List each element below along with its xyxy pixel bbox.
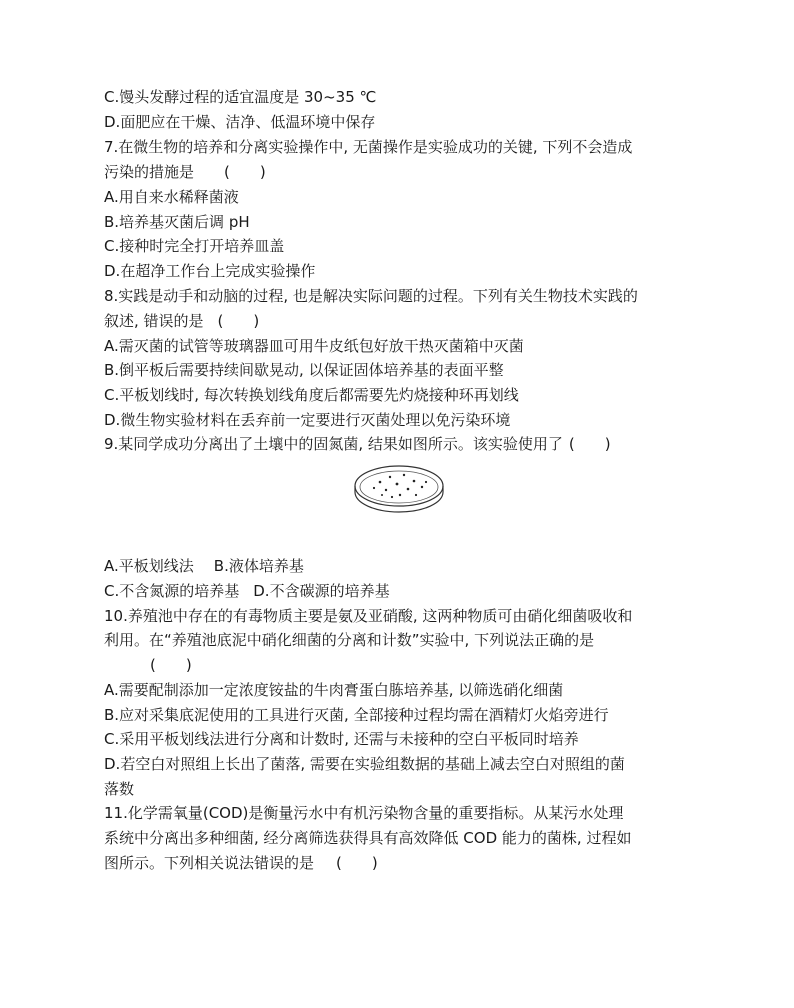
- q8-stem-line-2: [104, 311, 259, 331]
- q11-stem-line-3: [104, 853, 378, 873]
- q7-option-b: B.培养基灭菌后调 pH: [104, 213, 250, 231]
- q7-option-c: C.接种时完全打开培养皿盖: [104, 237, 285, 255]
- q10-option-c: C.采用平板划线法进行分离和计数时, 还需与未接种的空白平板同时培养: [104, 730, 579, 748]
- q6-option-d: D.面肥应在干燥、洁净、低温环境中保存: [104, 113, 376, 131]
- q7-answer-blank: ( ): [224, 163, 266, 181]
- q8-option-a: A.需灭菌的试管等玻璃器皿可用牛皮纸包好放干热灭菌箱中灭菌: [104, 337, 524, 355]
- q8-stem-text: 叙述, 错误的是: [104, 312, 204, 330]
- petri-dish-rim: [355, 466, 443, 506]
- q8-option-d: D.微生物实验材料在丢弃前一定要进行灭菌处理以免污染环境: [104, 411, 511, 429]
- q8-answer-blank: ( ): [217, 312, 260, 330]
- q9-options-row-1: [104, 556, 304, 576]
- q7-option-a: A.用自来水稀释菌液: [104, 188, 239, 206]
- q10-option-d-line-2: 落数: [104, 780, 135, 798]
- q9-option-b: B.液体培养基: [213, 557, 304, 575]
- q9-stem: [104, 434, 611, 454]
- q9-options-row-2: [104, 581, 390, 601]
- q7-stem-line-2: [104, 162, 266, 182]
- petri-dish-figure: [352, 462, 446, 518]
- q11-stem-line-2: 系统中分离出多种细菌, 经分离筛选获得具有高效降低 COD 能力的菌株, 过程如: [104, 829, 632, 847]
- q10-answer-blank: ( ): [150, 656, 192, 674]
- q8-stem-line-1: 8.实践是动手和动脑的过程, 也是解决实际问题的过程。下列有关生物技术实践的: [104, 287, 638, 305]
- q6-option-c: C.馒头发酵过程的适宜温度是 30~35 ℃: [104, 88, 377, 106]
- q7-stem-text: 污染的措施是: [104, 163, 195, 181]
- q8-option-c: C.平板划线时, 每次转换划线角度后都需要先灼烧接种环再划线: [104, 386, 519, 404]
- q7-option-d: D.在超净工作台上完成实验操作: [104, 262, 316, 280]
- q9-option-a: A.平板划线法: [104, 557, 194, 575]
- q9-option-c: C.不含氮源的培养基: [104, 582, 240, 600]
- q10-option-b: B.应对采集底泥使用的工具进行灭菌, 全部接种过程均需在酒精灯火焰旁进行: [104, 706, 609, 724]
- q10-option-d-line-1: D.若空白对照组上长出了菌落, 需要在实验组数据的基础上减去空白对照组的菌: [104, 755, 625, 773]
- q8-option-b: B.倒平板后需要持续间歇晃动, 以保证固体培养基的表面平整: [104, 361, 504, 379]
- q9-option-d: D.不含碳源的培养基: [253, 582, 390, 600]
- q7-stem-line-1: 7.在微生物的培养和分离实验操作中, 无菌操作是实验成功的关键, 下列不会造成: [104, 138, 633, 156]
- q9-answer-blank: ( ): [568, 435, 611, 453]
- q10-stem-line-2: 利用。在“养殖池底泥中硝化细菌的分离和计数”实验中, 下列说法正确的是: [104, 631, 595, 649]
- q11-stem-line-1: 11.化学需氧量(COD)是衡量污水中有机污染物含量的重要指标。从某污水处理: [104, 804, 624, 822]
- q9-stem-text: 9.某同学成功分离出了土壤中的固氮菌, 结果如图所示。该实验使用了: [104, 435, 563, 453]
- q10-option-a: A.需要配制添加一定浓度铵盐的牛肉膏蛋白胨培养基, 以筛选硝化细菌: [104, 681, 564, 699]
- q10-stem-line-1: 10.养殖池中存在的有毒物质主要是氨及亚硝酸, 这两种物质可由硝化细菌吸收和: [104, 607, 633, 625]
- q11-answer-blank: ( ): [336, 854, 378, 872]
- q11-stem-text: 图所示。下列相关说法错误的是: [104, 854, 315, 872]
